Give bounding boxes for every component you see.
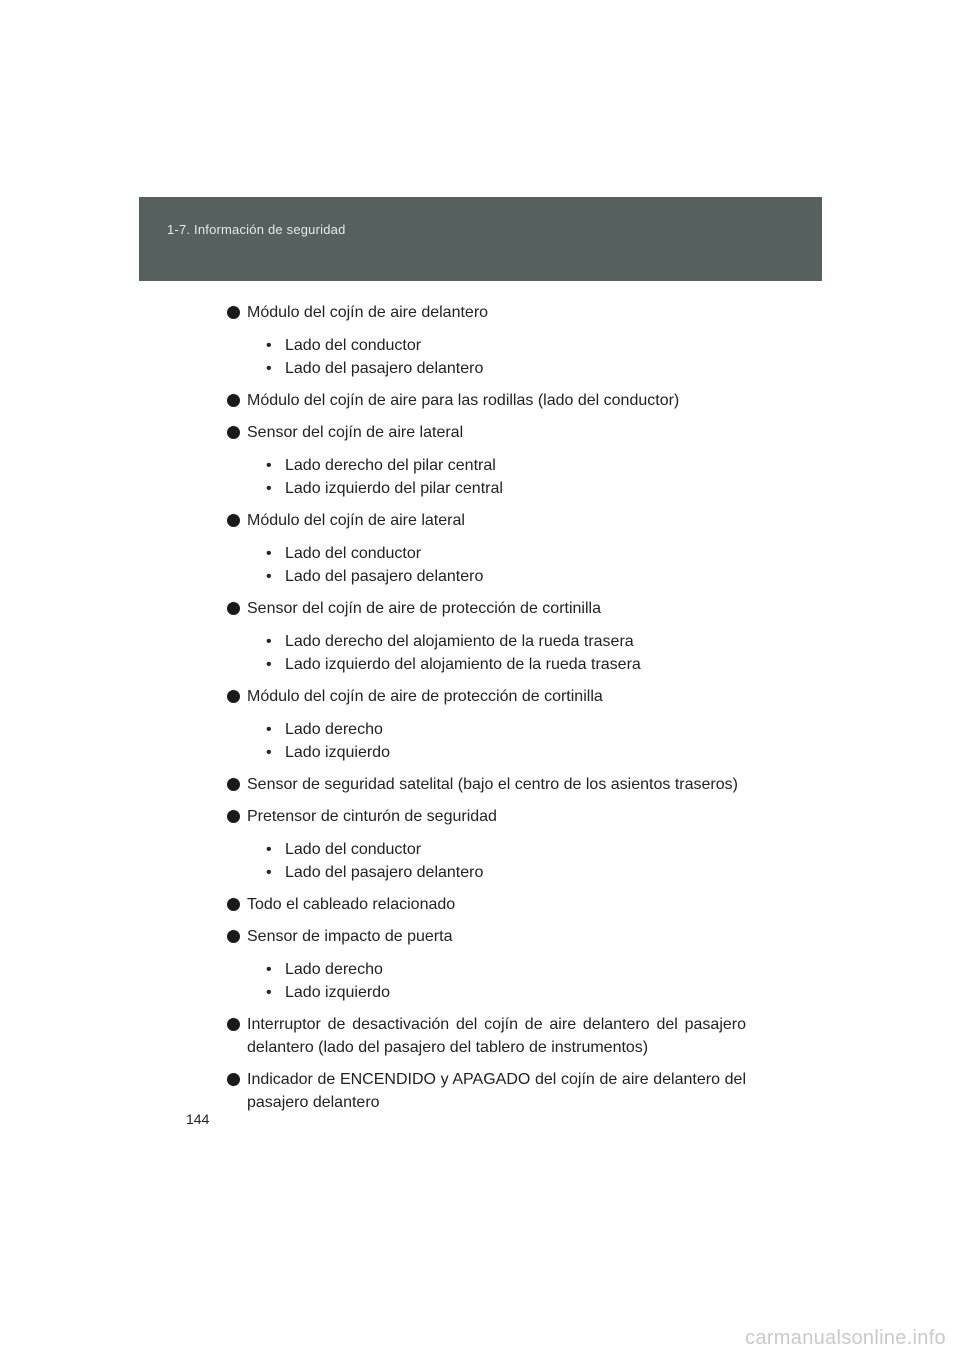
sub-list-item	[266, 861, 746, 884]
bullet-dot-icon	[227, 1018, 240, 1031]
sub-list-item	[266, 958, 746, 981]
sub-list-item	[266, 838, 746, 861]
bullet-dot-icon	[227, 514, 240, 527]
small-bullet-icon: •	[266, 984, 272, 1001]
sub-list-item-text: Lado del conductor	[285, 545, 422, 562]
sub-list	[247, 958, 746, 1004]
list-item-text: Sensor del cojín de aire de protección de cortinilla	[247, 600, 601, 617]
sub-list-item-text: Lado del conductor	[285, 337, 422, 354]
sub-list	[247, 542, 746, 588]
list-item-text: Sensor de seguridad satelital (bajo el centro de los asientos traseros)	[247, 776, 738, 793]
page-number: 144	[186, 1111, 210, 1127]
small-bullet-icon: •	[266, 457, 272, 474]
list-item	[228, 773, 746, 796]
small-bullet-icon: •	[266, 545, 272, 562]
list-item	[228, 685, 746, 764]
small-bullet-icon: •	[266, 961, 272, 978]
list-item	[228, 509, 746, 588]
sub-list-item-text: Lado derecho del pilar central	[285, 457, 496, 474]
sub-list-item-text: Lado del pasajero delantero	[285, 568, 484, 585]
small-bullet-icon: •	[266, 360, 272, 377]
watermark: carmanualsonline.info	[745, 1327, 946, 1349]
sub-list-item-text: Lado derecho	[285, 721, 383, 738]
list-item-text: Módulo del cojín de aire lateral	[247, 512, 465, 529]
list-item-text: Módulo del cojín de aire delantero	[247, 304, 489, 321]
sub-list-item	[266, 334, 746, 357]
small-bullet-icon: •	[266, 721, 272, 738]
sub-list-item-text: Lado izquierdo del pilar central	[285, 480, 503, 497]
bullet-dot-icon	[227, 394, 240, 407]
bullet-dot-icon	[227, 930, 240, 943]
sub-list-item-text: Lado derecho del alojamiento de la rueda trasera	[285, 633, 634, 650]
list-item-text: Sensor del cojín de aire lateral	[247, 424, 464, 441]
sub-list-item	[266, 477, 746, 500]
small-bullet-icon: •	[266, 568, 272, 585]
bullet-dot-icon	[227, 690, 240, 703]
small-bullet-icon: •	[266, 744, 272, 761]
list-item	[228, 1013, 746, 1059]
list-item-text: Indicador de ENCENDIDO y APAGADO del cojín de aire delantero del pasajero delantero	[247, 1071, 746, 1111]
sub-list-item	[266, 565, 746, 588]
sub-list-item-text: Lado del pasajero delantero	[285, 360, 484, 377]
bullet-dot-icon	[227, 1073, 240, 1086]
components-list	[228, 301, 746, 1123]
list-item-text: Módulo del cojín de aire para las rodillas (lado del conductor)	[247, 392, 680, 409]
sub-list-item	[266, 357, 746, 380]
sub-list-item-text: Lado izquierdo	[285, 984, 390, 1001]
sub-list	[247, 454, 746, 500]
list-item	[228, 893, 746, 916]
bullet-dot-icon	[227, 602, 240, 615]
section-header-band	[139, 197, 822, 281]
bullet-dot-icon	[227, 778, 240, 791]
list-item-text: Sensor de impacto de puerta	[247, 928, 453, 945]
sub-list-item	[266, 653, 746, 676]
sub-list-item-text: Lado del conductor	[285, 841, 422, 858]
sub-list-item	[266, 981, 746, 1004]
list-item-text: Módulo del cojín de aire de protección de cortinilla	[247, 688, 603, 705]
list-item	[228, 389, 746, 412]
sub-list-item-text: Lado del pasajero delantero	[285, 864, 484, 881]
list-item	[228, 301, 746, 380]
list-item	[228, 597, 746, 676]
sub-list-item	[266, 630, 746, 653]
bullet-dot-icon	[227, 306, 240, 319]
list-item-text: Interruptor de desactivación del cojín de aire delantero del pasajero delantero (lado del pasajero del tablero de instrumentos)	[247, 1016, 746, 1056]
small-bullet-icon: •	[266, 656, 272, 673]
list-item	[228, 421, 746, 500]
list-item	[228, 1068, 746, 1114]
sub-list	[247, 838, 746, 884]
list-item-text: Pretensor de cinturón de seguridad	[247, 808, 497, 825]
small-bullet-icon: •	[266, 337, 272, 354]
section-title: 1-7. Información de seguridad	[167, 222, 346, 237]
list-item-text: Todo el cableado relacionado	[247, 896, 456, 913]
sub-list-item-text: Lado derecho	[285, 961, 383, 978]
sub-list-item	[266, 718, 746, 741]
sub-list-item	[266, 741, 746, 764]
small-bullet-icon: •	[266, 633, 272, 650]
sub-list-item	[266, 454, 746, 477]
bullet-dot-icon	[227, 810, 240, 823]
list-item	[228, 805, 746, 884]
sub-list	[247, 334, 746, 380]
small-bullet-icon: •	[266, 841, 272, 858]
small-bullet-icon: •	[266, 480, 272, 497]
small-bullet-icon: •	[266, 864, 272, 881]
sub-list	[247, 718, 746, 764]
sub-list-item	[266, 542, 746, 565]
bullet-dot-icon	[227, 426, 240, 439]
sub-list-item-text: Lado izquierdo del alojamiento de la rueda trasera	[285, 656, 641, 673]
list-item	[228, 925, 746, 1004]
sub-list-item-text: Lado izquierdo	[285, 744, 390, 761]
bullet-dot-icon	[227, 898, 240, 911]
sub-list	[247, 630, 746, 676]
